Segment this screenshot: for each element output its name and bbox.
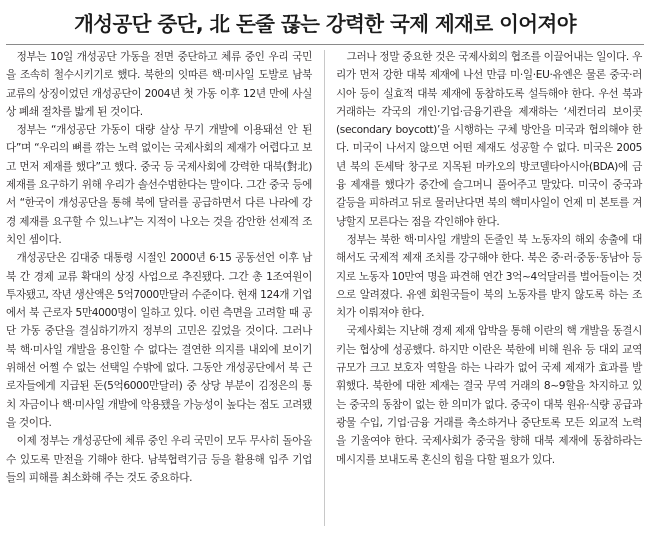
right-column [336, 48, 642, 469]
paragraph: 정부는 북한 핵·미사일 개발의 돈줄인 북 노동자의 해외 송출에 대해서도 국제적 제재 조치를 강구해야 한다. 북은 중·러·중동·동남아 등지로 노동자 10만여 명을 파견해 연간 3억~4억달러를 벌어들이는 것으로 알려졌다. 유엔 회원국들이 북의 노동자를 받지 않도록 하는 조치가 이뤄져야 한다. [336, 233, 642, 320]
paragraph: 국제사회는 지난해 경제 제재 압박을 통해 이란의 핵 개발을 동결시키는 협상에 성공했다. 하지만 이란은 북한에 비해 원유 등 대외 교역 규모가 크고 보호자 역할을 하는 나라가 없어 국제 제재가 효과를 발휘했다. 북한에 대한 제재는 결국 무역 거래의 8~9할을 차지하고 있는 중국의 동참이 없는 한 의미가 없다. 중국이 대북 원유·식량 공급과 광물 수입, 기업·금융 거래를 축소하거나 중단토록 모든 외교적 노력을 기울여야 한다. 국제사회가 중국을 향해 대북 제재에 동참하라는 메시지를 보내도록 혼신의 힘을 다할 필요가 있다. [336, 325, 642, 466]
headline-rule [6, 44, 644, 45]
paragraph: 정부는 10일 개성공단 가동을 전면 중단하고 체류 중인 우리 국민을 조속히 철수시키기로 했다. 북한의 잇따른 핵·미사일 도발로 남북 교류의 상징이었던 개성공단이 2004년 첫 가동 이후 12년 만에 사실상 폐쇄 절차를 밟게 된 것이다. [6, 51, 312, 118]
paragraph: 이제 정부는 개성공단에 체류 중인 우리 국민이 모두 무사히 돌아올 수 있도록 만전을 기해야 한다. 남북협력기금 등을 활용해 입주 기업들의 피해를 최소화해 주는 것도 중요하다. [6, 435, 312, 484]
paragraph: 정부는 “개성공단 가동이 대량 살상 무기 개발에 이용돼선 안 된다”며 “우리의 뼈를 깎는 노력 없이는 국제사회의 제재가 어렵다고 보고 먼저 제재를 했다”고 했다. 중국 등 국제사회에 강력한 대북(對北) 제재를 요구하기 위해 우리가 솔선수범한다는 말이다. 그간 중국 등에서 “한국이 개성공단을 통해 북에 달러를 공급하면서 다른 나라에 강경 제재를 요구할 수 있느냐”는 지적이 나오는 것을 감안한 선제적 조치인 셈이다. [6, 124, 312, 246]
paragraph: 그러나 정말 중요한 것은 국제사회의 협조를 이끌어내는 일이다. 우리가 먼저 강한 대북 제재에 나선 만큼 미·일·EU·유엔은 물론 중국·러시아 등이 실효적 대북 제재에 동참하도록 설득해야 한다. 우선 북과 거래하는 각국의 개인·기업·금융기관을 제재하는 ‘세컨더리 보이콧(secondary boycott)’을 시행하는 구체 방안을 미국과 협의해야 한다. 미국이 나서지 않으면 어떤 제재도 성공할 수 없다. 미국은 2005년 북의 돈세탁 창구로 지목된 마카오의 방코델타아시아(BDA)에 금융 제재를 했다가 중간에 슬그머니 풀어주고 말았다. 미국이 중국과 갈등을 피하려고 뒤로 물러난다면 북의 핵미사일이 언제 미 본토를 겨냥할지 모른다는 점을 각인해야 한다. [336, 51, 642, 228]
left-column [6, 48, 312, 487]
column-divider [324, 50, 325, 526]
headline: 개성공단 중단, 北 돈줄 끊는 강력한 국제 제재로 이어져야 [74, 12, 576, 36]
paragraph: 개성공단은 김대중 대통령 시절인 2000년 6·15 공동선언 이후 남북 간 경제 교류 확대의 상징 사업으로 추진됐다. 그간 총 1조여원이 투자됐고, 작년 생산액은 5억7000만달러 수준이다. 현재 124개 기업에서 북 근로자 5만4000명이 일하고 있다. 이런 측면을 고려할 때 공단 가동 중단을 결심하기까지 정부의 고민은 깊었을 것이다. 그러나 북 핵·미사일 개발을 용인할 수 없다는 결연한 의지를 내외에 보이기 위해선 어쩔 수 없는 선택일 수밖에 없다. 그동안 개성공단에서 북 근로자들에게 지급된 돈(5억6000만달러) 중 상당 부분이 김정은의 통치 자금이나 핵·미사일 개발에 악용됐을 가능성이 높다는 점도 고려됐을 것이다. [6, 252, 312, 429]
